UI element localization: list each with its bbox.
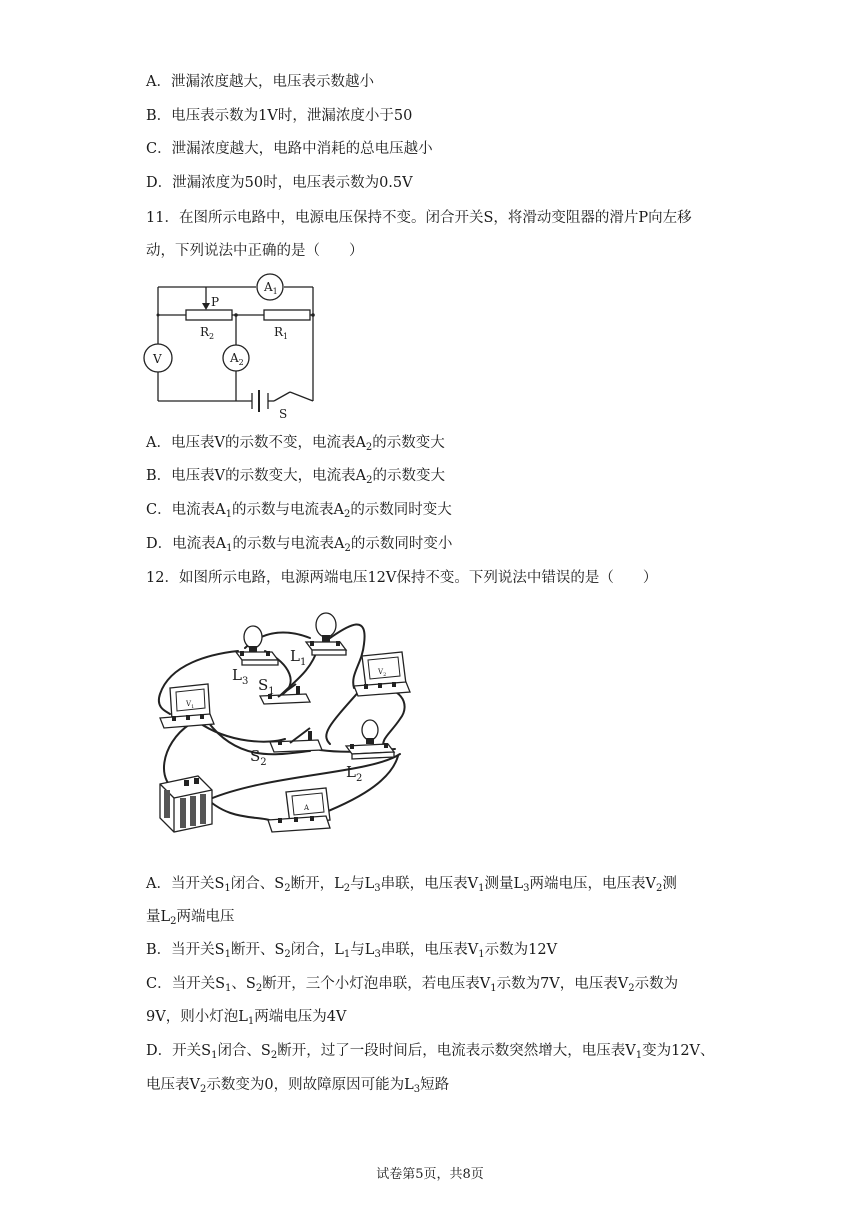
svg-text:L3: $L_3$	[232, 666, 249, 687]
label-l3: L	[232, 666, 242, 684]
svg-text:S2: $S_2$	[250, 747, 267, 768]
resistor-r1-label: R	[274, 325, 284, 339]
svg-text:R2: $R_2$	[200, 325, 215, 341]
label-s2: S	[250, 747, 261, 765]
svg-text:A2: $A_2$	[230, 351, 244, 367]
meter-face-a: A	[304, 804, 310, 812]
q10-option-c: C．泄漏浓度越大，电路中消耗的总电压越小	[146, 141, 433, 157]
q12-option-a-line1: A．当开关$S_1$闭合、$S_2$断开，$L_2$与$L_3$串联，电压表$V_1$测量$L_3$两端电压，电压表$V_2$测	[146, 876, 677, 894]
meter-face-v2: V	[378, 668, 384, 676]
q12-option-c-line1: C．当开关$S_1$、$S_2$断开，三个小灯泡串联，若电压表$V_1$示数为7V，电压表$V_2$示数为	[146, 976, 679, 994]
svg-text:L1: $L_1$	[290, 647, 307, 668]
svg-text:S1: $S_1$	[258, 676, 275, 697]
resistor-r2-label: R	[200, 325, 210, 339]
page-footer: 试卷第5页，共8页	[376, 1167, 484, 1182]
svg-text:V2: $V_2$	[378, 668, 387, 678]
q11-option-d: D．电流表$A_1$的示数与电流表$A_2$的示数同时变小	[146, 536, 453, 554]
lamp-l2	[346, 720, 394, 759]
ammeter-a2-label: A	[230, 351, 239, 365]
ammeter-a	[268, 788, 330, 832]
label-s1: S	[258, 676, 269, 694]
lamp-l3	[236, 626, 278, 665]
lamp-l1	[306, 613, 346, 655]
q11-option-b: B．电压表V的示数变大，电流表$A_2$的示数变大	[146, 468, 445, 486]
voltmeter-v-label: V	[153, 352, 162, 366]
q11-option-c: C．电流表$A_1$的示数与电流表$A_2$的示数同时变大	[146, 502, 452, 520]
q10-option-b: B．电压表示数为1V时，泄漏浓度小于50	[146, 108, 413, 124]
q11-circuit-diagram	[140, 272, 330, 422]
q12-option-b: B．当开关$S_1$断开、$S_2$闭合，$L_1$与$L_3$串联，电压表$V_1$示数为12V	[146, 942, 558, 960]
q12-stem: 12．如图所示电路，电源两端电压12V保持不变。下列说法中错误的是（ ）	[146, 570, 658, 586]
svg-text:L2: $L_2$	[346, 763, 363, 784]
q12-option-c-line2: 9V，则小灯泡$L_1$两端电压为4V	[146, 1009, 347, 1027]
svg-text:R1: $R_1$	[274, 325, 289, 341]
q11-option-a: A．电压表V的示数不变，电流表$A_2$的示数变大	[146, 435, 445, 453]
label-l2: L	[346, 763, 356, 781]
label-l1: L	[290, 647, 300, 665]
q10-option-d: D．泄漏浓度为50时，电压表示数为0.5V	[146, 175, 413, 191]
switch-s-label: S	[279, 407, 288, 421]
svg-text:V1: $V_1$	[186, 700, 195, 710]
q11-stem-line1: 11．在图所示电路中，电源电压保持不变。闭合开关S，将滑动变阻器的滑片P向左移	[146, 210, 692, 226]
ammeter-a1-label: A	[264, 280, 273, 294]
svg-text:A1: $A_1$	[264, 280, 278, 296]
battery-pack	[160, 776, 212, 832]
q11-stem-line2: 动，下列说法中正确的是（ ）	[146, 243, 364, 259]
q12-option-a-line2: 量$L_2$两端电压	[146, 909, 235, 927]
meter-face-v1: V	[186, 700, 192, 708]
q10-option-a: A．泄漏浓度越大，电压表示数越小	[146, 74, 374, 90]
q12-option-d-line2: 电压表$V_2$示数变为0，则故障原因可能为$L_3$短路	[146, 1077, 450, 1095]
q12-option-d-line1: D．开关$S_1$闭合、$S_2$断开，过了一段时间后，电流表示数突然增大，电压表$V_1$变为12V、	[146, 1043, 715, 1061]
slider-p-label: P	[211, 295, 220, 309]
q12-circuit-photo-diagram	[150, 604, 420, 860]
